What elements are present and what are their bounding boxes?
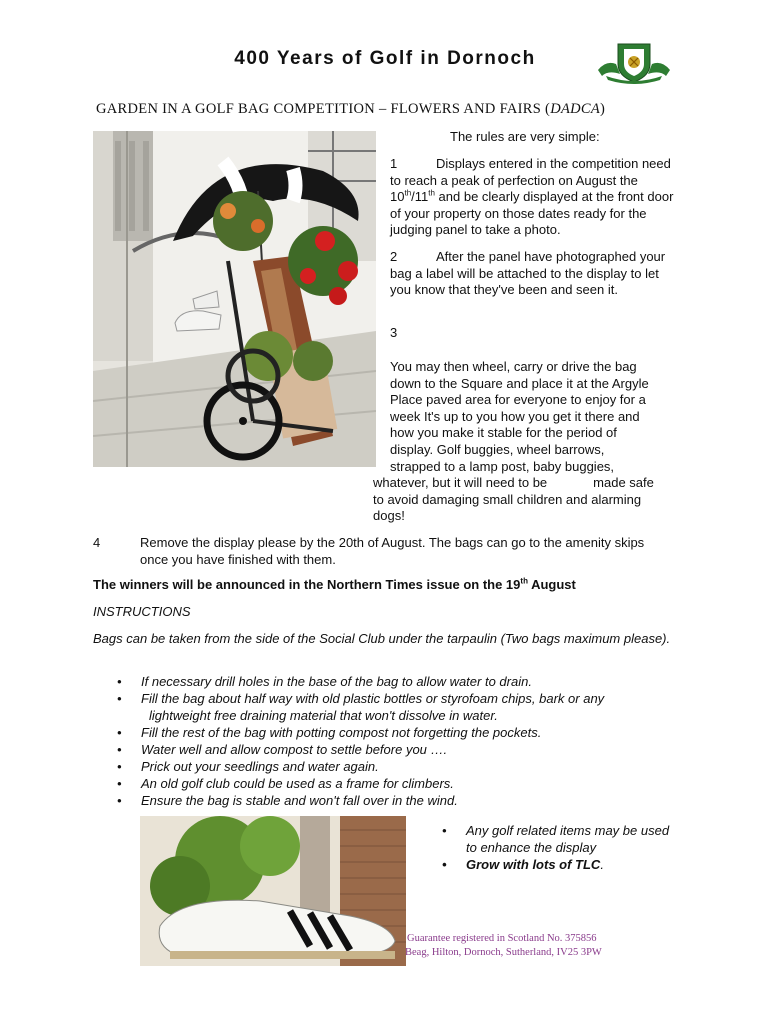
rule-1-text-a: Displays entered in the competition need to reach a peak of perfection on August the 10 (390, 156, 671, 205)
rule-2-text: After the panel have photographed your bag a label will be attached to the display to let you know that they've been and seen it. (390, 249, 666, 298)
list-item: • Water well and allow compost to settle before you …. (117, 741, 677, 758)
subtitle-text: GARDEN IN A GOLF BAG COMPETITION – FLOWERS AND FAIRS ( (96, 101, 551, 117)
list-item: • Prick out your seedlings and water again. (117, 758, 677, 775)
rule-1-number: 1 (390, 156, 398, 171)
rule-4-text: Remove the display please by the 20th of August. The bags can go to the amenity skips once you have finished with them. (140, 535, 645, 567)
page-title: 400 Years of Golf in Dornoch (234, 48, 536, 69)
rule-1-sup-2: th (428, 188, 435, 198)
winners-sup: th (520, 576, 528, 586)
rule-3-line: strapped to a lamp post, baby buggies, (390, 458, 615, 474)
golf-shoe-planter-photo (140, 816, 406, 966)
winners-text: The winners will be announced in the Northern Times issue on the 19 (93, 577, 521, 592)
rule-4 (93, 535, 673, 568)
rule-3-line: how you make it stable for the period of (390, 425, 617, 441)
rule-3-tail-d: dogs! (373, 508, 405, 524)
rule-1-sup-1: th (404, 188, 412, 198)
list-item: • Grow with lots of TLC. (442, 856, 672, 873)
list-item-continuation: lightweight free draining material that won't dissolve in water. (149, 708, 498, 723)
rule-1-text-b: /11 (411, 189, 429, 205)
instructions-heading: INSTRUCTIONS (93, 604, 191, 619)
rule-2 (390, 249, 678, 299)
winners-announcement (93, 577, 576, 592)
list-item (117, 690, 677, 724)
rule-3-line: display. Golf buggies, wheel barrows, (390, 441, 605, 457)
footer-registration: Guarantee registered in Scotland No. 375856 (407, 933, 597, 944)
list-item: • An old golf club could be used as a frame for climbers. (117, 775, 677, 792)
golf-trolley-photo (93, 131, 376, 467)
rule-3-line: Place paved area for everyone to enjoy for a (390, 392, 646, 408)
competition-subtitle (96, 101, 605, 118)
rule-3-line: week It's up to you how you get it there and (390, 408, 640, 424)
rule-1 (390, 156, 678, 239)
footer-address: Beag, Hilton, Dornoch, Sutherland, IV25 3PW (405, 947, 602, 958)
rule-3-tail-a: whatever, but it will need to be (373, 475, 548, 490)
instructions-intro: Bags can be taken from the side of the Social Club under the tarpaulin (Two bags maximum please). (93, 631, 671, 646)
list-item: • Fill the rest of the bag with potting compost not forgetting the pockets. (117, 724, 677, 741)
subtitle-abbrev: DADCA (550, 101, 601, 117)
club-crest-icon (596, 40, 672, 86)
subtitle-close: ) (600, 101, 606, 117)
list-item: • Any golf related items may be used to enhance the display (442, 822, 672, 856)
winners-end: August (527, 577, 576, 592)
rule-2-number: 2 (390, 249, 398, 264)
list-item-text: Fill the bag about half way with old plastic bottles or styrofoam chips, bark or any (141, 691, 605, 706)
rule-3-line: down to the Square and place it at the Argyle (390, 375, 649, 391)
rule-3-tail-b: made safe (593, 475, 654, 490)
rule-3 (390, 359, 690, 475)
list-item: • Ensure the bag is stable and won't fall over in the wind. (117, 792, 677, 809)
instructions-list (117, 673, 677, 809)
rule-4-number: 4 (93, 535, 101, 550)
rule-1-text-c: and be clearly displayed at the front door of your property on those dates ready for the judging panel to take a photo. (390, 189, 674, 238)
extra-list (442, 822, 672, 873)
rule-3-line: You may then wheel, carry or drive the bag (390, 359, 637, 374)
rules-intro: The rules are very simple: (450, 129, 600, 144)
rule-3-tail (373, 475, 693, 525)
list-item: • If necessary drill holes in the base of the bag to allow water to drain. (117, 673, 677, 690)
rule-3-tail-c: to avoid damaging small children and alarming (373, 491, 642, 507)
list-item-text: Grow with lots of TLC (466, 857, 601, 872)
rule-3-number: 3 (390, 325, 398, 340)
